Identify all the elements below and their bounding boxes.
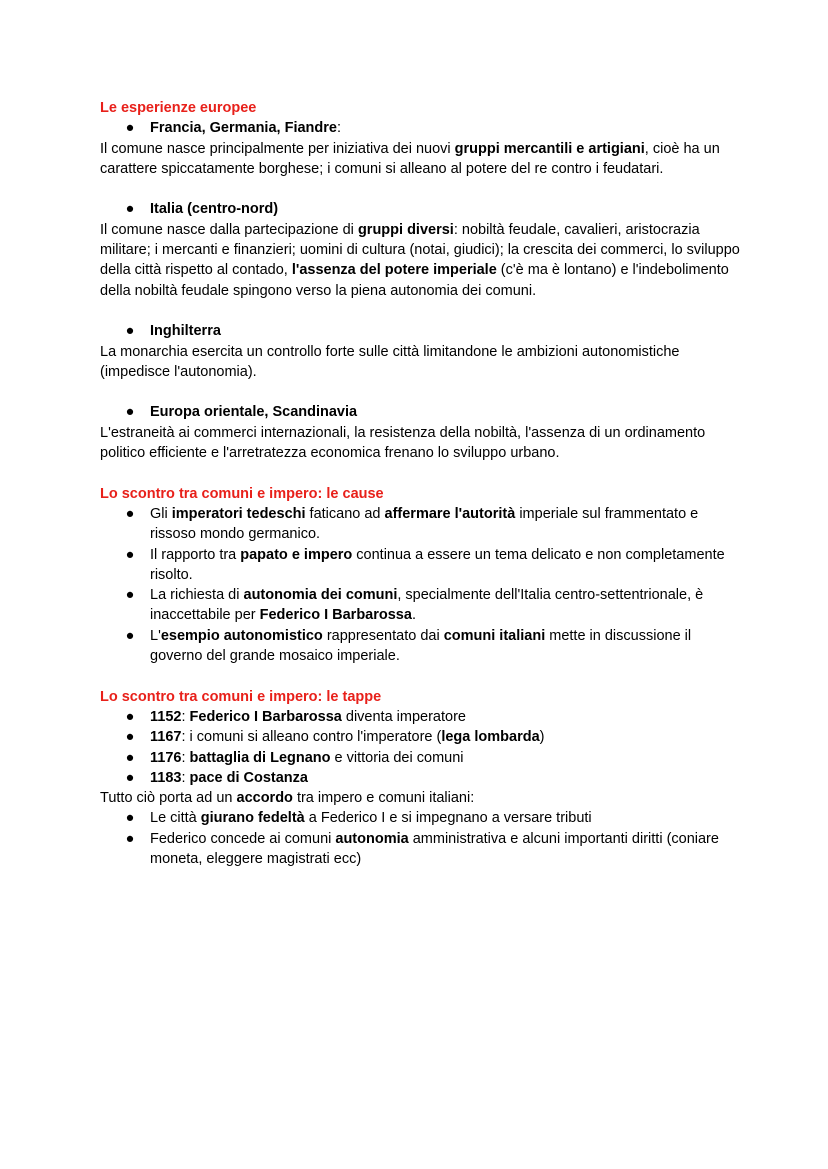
paragraph	[100, 423, 740, 464]
text-run: L'	[150, 627, 161, 644]
bullet-icon: ●	[125, 810, 135, 827]
section-heading-stages: Lo scontro tra comuni e impero: le tappe	[100, 688, 382, 705]
list-item	[100, 626, 740, 667]
list-item	[100, 748, 740, 768]
list-item-text	[150, 628, 691, 664]
list-item	[100, 707, 740, 727]
bold-text: l'assenza del potere imperiale	[291, 262, 497, 279]
text-run: Il comune nasce principalmente per iniziativa dei nuovi	[100, 140, 455, 157]
stages-list	[100, 707, 740, 788]
bullet-icon: ●	[125, 587, 135, 604]
bold-text: 1167	[150, 729, 182, 746]
text-run: :	[181, 749, 190, 766]
list-item-text	[150, 831, 719, 867]
bold-text: pace di Costanza	[189, 769, 308, 786]
paragraph	[100, 220, 740, 301]
bold-text: comuni italiani	[443, 627, 546, 644]
bullet-list	[100, 402, 740, 422]
list-item	[100, 727, 740, 747]
text-run: La monarchia esercita un controllo forte sulle città limitandone le ambizioni autonomistiche (impedisce l'autonomia).	[100, 343, 680, 380]
causes-list	[100, 504, 740, 666]
paragraph	[100, 788, 740, 808]
text-run: tra impero e comuni italiani:	[292, 790, 475, 807]
bold-text: 1183	[150, 769, 182, 786]
list-item	[100, 829, 740, 870]
list-item	[100, 768, 740, 788]
text-run: , specialmente dell'Italia centro-settentrionale, è inaccettabile per	[150, 587, 704, 624]
bold-text: imperatori tedeschi	[171, 505, 306, 522]
bold-text: esempio autonomistico	[160, 627, 323, 644]
bullet-list	[100, 118, 740, 138]
bullet-icon: ●	[125, 323, 135, 340]
bold-text: giurano fedeltà	[200, 810, 305, 827]
bold-text: autonomia dei comuni	[243, 587, 398, 604]
text-run: Federico concede ai comuni	[150, 830, 336, 847]
list-item-text	[150, 506, 698, 542]
bold-text: affermare l'autorità	[384, 505, 516, 522]
list-item	[100, 808, 740, 828]
bold-text: accordo	[236, 790, 293, 807]
bullet-list	[100, 321, 740, 341]
block-title: Francia, Germania, Fiandre	[150, 120, 337, 137]
bullet-icon: ●	[125, 708, 135, 725]
list-item	[100, 118, 740, 138]
text-run: a Federico I e si impegnano a versare tributi	[304, 810, 592, 827]
text-run: continua a essere un tema delicato e non completamente risolto.	[150, 546, 725, 583]
bold-text: Federico I Barbarossa	[259, 607, 412, 624]
bullet-icon: ●	[125, 749, 135, 766]
list-item-text	[150, 750, 464, 766]
text-run: amministrativa e alcuni importanti diritti (coniare moneta, eleggere magistrati ecc)	[150, 830, 719, 867]
text-run: faticano ad	[305, 505, 385, 522]
text-run: mette in discussione il governo del grande mosaico imperiale.	[150, 627, 692, 665]
list-item	[100, 402, 740, 422]
text-run: :	[181, 708, 190, 725]
text-run: diventa imperatore	[341, 708, 466, 725]
bold-text: lega lombarda	[441, 729, 540, 746]
bold-text: battaglia di Legnano	[189, 749, 331, 766]
block-title: Inghilterra	[150, 323, 221, 340]
text-run: :	[181, 769, 190, 786]
text-run: Tutto ciò porta ad un	[100, 790, 237, 807]
block-title-suffix: :	[336, 120, 341, 137]
bold-text: papato e impero	[240, 546, 353, 563]
list-item-text	[150, 547, 725, 583]
agreement-list	[100, 808, 740, 869]
bullet-icon: ●	[125, 830, 135, 847]
document-content	[100, 98, 740, 869]
block-title: Italia (centro-nord)	[150, 201, 279, 218]
bullet-icon: ●	[125, 729, 135, 746]
text-run: : i comuni si alleano contro l'imperatore (	[181, 729, 442, 746]
text-run: imperiale sul frammentato e rissoso mondo germanico.	[150, 505, 699, 543]
bold-text: 1152	[150, 708, 182, 725]
list-item-text	[150, 729, 544, 745]
list-item	[100, 504, 740, 545]
bold-text: autonomia	[335, 830, 409, 847]
list-item	[100, 545, 740, 586]
text-run: : nobiltà feudale, cavalieri, aristocrazia militare; i mercanti e finanzieri; uomini di cultura (notai, giudici); la crescita dei commerci, lo sviluppo della città rispetto al contado,	[100, 221, 740, 279]
bullet-icon: ●	[125, 546, 135, 563]
bullet-icon: ●	[125, 627, 135, 644]
text-run: Il rapporto tra	[150, 546, 241, 563]
bullet-icon: ●	[125, 505, 135, 522]
text-run: , cioè ha un carattere spiccatamente borghese; i comuni si alleano al potere del re contro i feudatari.	[100, 140, 720, 177]
list-item-text	[150, 709, 466, 725]
list-item-text	[150, 810, 592, 826]
bullet-icon: ●	[125, 120, 135, 137]
paragraph	[100, 139, 740, 180]
text-run: L'estraneità ai commerci internazionali, la resistenza della nobiltà, l'assenza di un ordinamento politico efficiente e l'arretratezza economica frenano lo sviluppo urbano.	[100, 424, 706, 462]
text-run: )	[539, 729, 545, 746]
bold-text: gruppi diversi	[357, 221, 454, 238]
text-run: Gli	[150, 505, 172, 522]
list-item	[100, 585, 740, 626]
text-run: (c'è ma è lontano) e l'indebolimento della nobiltà feudale spingono verso la piena autonomia dei comuni.	[100, 262, 729, 299]
list-item	[100, 321, 740, 341]
section-heading-causes: Lo scontro tra comuni e impero: le cause	[100, 485, 384, 502]
text-run: La richiesta di	[150, 587, 244, 604]
list-item	[100, 199, 740, 219]
section-heading-european: Le esperienze europee	[100, 100, 257, 116]
bullet-list	[100, 199, 740, 219]
bullet-icon: ●	[125, 201, 135, 218]
bullet-icon: ●	[125, 769, 135, 786]
block-title: Europa orientale, Scandinavia	[150, 404, 358, 421]
paragraph	[100, 342, 740, 383]
text-run: Il comune nasce dalla partecipazione di	[100, 221, 358, 238]
text-run: rappresentato dai	[322, 627, 444, 644]
text-run: Le città	[150, 810, 201, 827]
list-item-text	[150, 587, 703, 623]
bullet-icon: ●	[125, 404, 135, 421]
list-item-text	[150, 770, 308, 786]
text-run: e vittoria dei comuni	[330, 749, 464, 766]
text-run: .	[411, 607, 416, 624]
bold-text: 1176	[150, 749, 182, 766]
bold-text: Federico I Barbarossa	[189, 708, 342, 725]
bold-text: gruppi mercantili e artigiani	[454, 140, 645, 157]
